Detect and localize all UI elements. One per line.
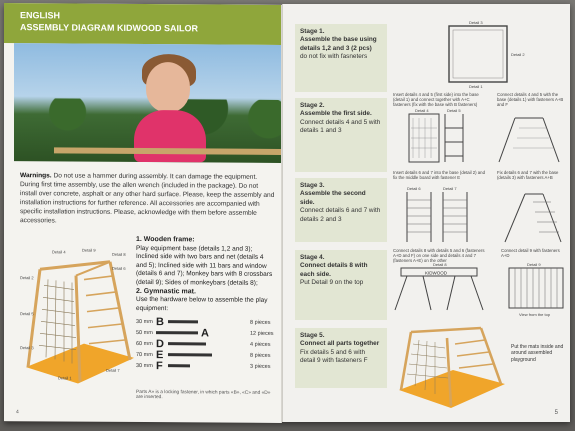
stage-4-diagrams: Connect details 8 with details 5 and 6 (fasteners A+D and F) on one side and details 4 and 7 (fasteners A+E) on the other Connect detail 9 with fasteners A+D KIDWOOD View from the top Detail 8 Detail 9: [393, 248, 565, 322]
hardware-letter: B: [156, 315, 164, 328]
child-photo: [14, 43, 282, 163]
instruction-booklet: [4, 4, 570, 422]
hardware-row: 60 mm D 4 pieces: [136, 337, 271, 350]
bolt-icon: [168, 353, 212, 356]
final-instruction: Put the mats inside and around assembled playground: [511, 344, 564, 363]
hardware-row: 30 mm F 3 pieces: [136, 359, 271, 372]
section-title: 1. Wooden frame:: [136, 235, 195, 244]
hardware-row: 70 mm E 8 pieces: [136, 348, 271, 361]
bolt-icon: [156, 331, 198, 334]
right-page: [282, 4, 570, 422]
hardware-letter: E: [156, 348, 164, 361]
diagram-label: Detail 9: [82, 247, 96, 253]
warnings-lead: Warnings.: [20, 172, 52, 180]
diagram-label: Detail 4: [415, 108, 429, 113]
view-top-label: View from the top: [519, 312, 551, 317]
diagram-label: Detail 6: [407, 186, 421, 191]
section-text: Use the hardware below to assemble the play equipment:: [136, 296, 268, 312]
bolt-icon: [168, 342, 206, 345]
stage-box-5: Stage 5. Connect all parts together Fix details 5 and 6 with detail 9 with fasteners F: [295, 328, 387, 388]
diagram-label: Detail 3: [20, 345, 34, 351]
instructions-block: [136, 236, 276, 314]
diagram-label: Detail 7: [106, 367, 120, 373]
footnote: Parts A» is a locking fastener, in which parts «B», «C» and «D» are inserted.: [136, 389, 271, 401]
stage-box-3: Stage 3. Assemble the second side. Connect details 6 and 7 with details 2 and 3: [295, 178, 387, 242]
hardware-row: 30 mm B 8 pieces: [136, 315, 271, 328]
language-label: ENGLISH: [20, 10, 61, 21]
page-number: 4: [16, 409, 19, 416]
section-text: Play equipment base (details 1,2 and 3); Inclined side with two bars and net (details 4 and 5); Inclined side with 11 bars and window (details 6 and 7); Monkey bars with 8 crossbars (detail 9); Sides of monkeybars (details 8);: [136, 244, 273, 287]
brand-label: KIDWOOD: [425, 270, 447, 276]
diagram-label: Detail 5: [20, 311, 34, 317]
diagram-label: Detail 7: [443, 186, 457, 191]
assembled-playground-illustration: [393, 320, 509, 412]
stage-box-1: Stage 1. Assemble the base using details 1,2 and 3 (2 pcs) do not fix with fasneters: [295, 24, 387, 92]
stage-3-diagrams: Insert details 6 and 7 into the base (detail 2) and fix the middle board with fastener E Fix details 6 and 7 with the base (details 3) with fasteners A+B Detail 6 Detail 7: [393, 170, 565, 248]
bolt-icon: [168, 320, 198, 323]
stage-1-diagram: [393, 18, 565, 90]
diagram-label: Detail 4: [52, 249, 66, 255]
hardware-row: 50 mm A 12 pieces: [136, 326, 274, 339]
stage-2-diagrams: Insert details 4 and 5 (first side) into the base (detail 1) and connect together with A+C fasteners (fix with the base with B fasteners) Connect details 4 and 5 with the base (details 1) with fasteners A+B and F Detail 4 Detail 5: [393, 92, 565, 172]
warnings-paragraph: [20, 171, 276, 227]
diagram-label: Detail 1: [469, 84, 483, 89]
diagram-label: Detail 8: [433, 262, 447, 267]
left-page: [4, 3, 282, 423]
diagram-label: Detail 8: [112, 251, 126, 257]
diagram-label: Detail 6: [112, 265, 126, 271]
diagram-label: Detail 2: [511, 52, 525, 57]
diagram-label: Detail 1: [58, 375, 72, 381]
hardware-letter: A: [201, 326, 209, 339]
diagram-label: Detail 9: [527, 262, 541, 267]
manual-title: ASSEMBLY DIAGRAM KIDWOOD SAILOR: [20, 22, 199, 34]
hardware-list: [136, 316, 276, 372]
hardware-letter: F: [156, 359, 163, 372]
diagram-label: Detail 3: [469, 20, 483, 25]
diagram-label: Detail 2: [20, 275, 34, 281]
hardware-letter: D: [156, 337, 164, 350]
warnings-text: Do not use a hammer during assembly. It can damage the equipment. During first time assembly, use the allen wrench (included in the package). Do not install over concrete, asphalt or any other hard surface. Please, keep the assembly and installation instructions for further reference. All accessories are accompanied with specific installation instructions. Please, acknowledge with them before assemble accessories.: [20, 172, 275, 225]
screw-icon: [168, 364, 190, 367]
page-header: [4, 3, 282, 45]
page-number: 5: [554, 410, 558, 416]
diagram-label: Detail 5: [447, 108, 461, 113]
stage-box-2: Stage 2. Assemble the first side. Connect details 4 and 5 with details 1 and 3: [295, 98, 387, 172]
stage-box-4: Stage 4. Connect details 8 with each side. Put Detail 9 on the top: [295, 250, 387, 320]
section-title: 2. Gymnastic mat.: [136, 287, 196, 295]
frame-illustration: [18, 239, 138, 388]
